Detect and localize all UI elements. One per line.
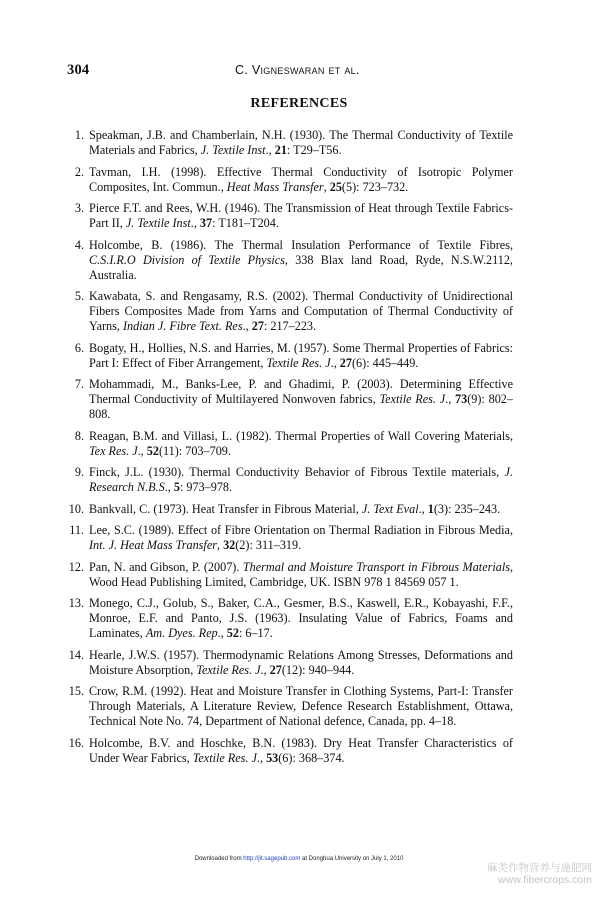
reference-number: 15. bbox=[68, 684, 84, 698]
reference-item bbox=[67, 341, 513, 371]
reference-item bbox=[67, 736, 513, 766]
reference-item bbox=[67, 377, 513, 422]
reference-number: 8. bbox=[74, 428, 84, 443]
reference-item bbox=[67, 165, 513, 195]
reference-item bbox=[67, 289, 513, 334]
reference-item bbox=[67, 502, 513, 517]
reference-text: Mohammadi, M., Banks-Lee, P. and Ghadimi, P. (2003). Determining Effective Thermal Conductivity of Multilayered Nonwoven fabrics, Textile Res. J., 73(9): 802–808. bbox=[89, 377, 513, 421]
reference-number: 5. bbox=[74, 289, 84, 303]
reference-number: 9. bbox=[74, 465, 84, 479]
reference-number: 11. bbox=[69, 523, 84, 537]
reference-number: 12. bbox=[68, 559, 84, 574]
reference-number: 3. bbox=[74, 201, 84, 215]
reference-item bbox=[67, 596, 513, 641]
reference-text: Kawabata, S. and Rengasamy, R.S. (2002). Thermal Conductivity of Unidirectional Fibers Composites Made from Yarns and Computation of Thermal Conductivity of Yarns, Indian J. Fibre Text. Res., 27: 217–223. bbox=[89, 289, 513, 333]
reference-text: Lee, S.C. (1989). Effect of Fibre Orientation on Thermal Radiation in Fibrous Media, Int. J. Heat Mass Transfer, 32(2): 311–319. bbox=[89, 523, 513, 552]
reference-item bbox=[67, 560, 513, 590]
reference-item bbox=[67, 684, 513, 729]
reference-item bbox=[67, 523, 513, 553]
reference-text: Speakman, J.B. and Chamberlain, N.H. (1930). The Thermal Conductivity of Textile Materials and Fabrics, J. Textile Inst., 21: T29–T56. bbox=[89, 128, 513, 157]
reference-item bbox=[67, 465, 513, 495]
reference-list bbox=[67, 128, 513, 772]
watermark-line-1: 麻类作物营养与施肥网 bbox=[487, 862, 592, 874]
reference-item bbox=[67, 648, 513, 678]
reference-text: Pan, N. and Gibson, P. (2007). Thermal and Moisture Transport in Fibrous Materials, Wood Head Publishing Limited, Cambridge, UK. ISBN 978 1 84569 057 1. bbox=[89, 559, 513, 589]
reference-text: Finck, J.L. (1930). Thermal Conductivity Behavior of Fibrous Textile materials, J. Research N.B.S., 5: 973–978. bbox=[89, 465, 513, 494]
reference-item bbox=[67, 201, 513, 231]
reference-text: Holcombe, B. (1986). The Thermal Insulation Performance of Textile Fibres, C.S.I.R.O Division of Textile Physics, 338 Blax land Road, Ryde, N.S.W.2112, Australia. bbox=[89, 237, 513, 282]
reference-number: 10. bbox=[68, 501, 84, 516]
reference-number: 13. bbox=[68, 596, 84, 610]
watermark-line-2: www.fibercrops.com bbox=[498, 874, 592, 886]
reference-number: 2. bbox=[74, 164, 84, 179]
reference-number: 16. bbox=[68, 735, 84, 750]
references-heading: REFERENCES bbox=[250, 96, 348, 111]
footer-prefix: Downloaded from bbox=[194, 856, 244, 862]
reference-item bbox=[67, 128, 513, 158]
reference-text: Monego, C.J., Golub, S., Baker, C.A., Gesmer, B.S., Kaswell, E.R., Kobayashi, F.F., Monroe, E.F. and Panto, J.S. (1963). Insulating Value of Fabrics, Foams and Laminates, Am. Dyes. Rep., 52: 6–17. bbox=[89, 596, 513, 640]
reference-number: 1. bbox=[74, 128, 84, 142]
running-head: C. Vigneswaran et al. bbox=[235, 63, 360, 77]
reference-text: Crow, R.M. (1992). Heat and Moisture Transfer in Clothing Systems, Part-I: Transfer Through Materials, A Literature Review, Defence Research Establishment, Ottawa, Technical Note No. 74, Department of National defence, Canada, pp. 4–18. bbox=[89, 684, 513, 728]
reference-text: Bogaty, H., Hollies, N.S. and Harries, M. (1957). Some Thermal Properties of Fabrics: Part I: Effect of Fiber Arrangement, Textile Res. J., 27(6): 445–449. bbox=[89, 340, 513, 370]
reference-item bbox=[67, 429, 513, 459]
reference-number: 6. bbox=[74, 340, 84, 355]
footer-link[interactable]: http://jit.sagepub.com bbox=[243, 856, 301, 862]
reference-number: 7. bbox=[74, 377, 84, 391]
site-watermark bbox=[487, 862, 592, 886]
reference-text: Hearle, J.W.S. (1957). Thermodynamic Relations Among Stresses, Deformations and Moisture Absorption, Textile Res. J., 27(12): 940–944. bbox=[89, 647, 513, 677]
reference-number: 14. bbox=[68, 647, 84, 662]
reference-text: Bankvall, C. (1973). Heat Transfer in Fibrous Material, J. Text Eval., 1(3): 235–243. bbox=[89, 501, 501, 516]
reference-text: Pierce F.T. and Rees, W.H. (1946). The Transmission of Heat through Textile Fabrics- Part II, J. Textile Inst., 37: T181–T204. bbox=[89, 201, 513, 230]
page-header bbox=[67, 62, 513, 80]
reference-number: 4. bbox=[74, 237, 84, 252]
reference-text: Tavman, I.H. (1998). Effective Thermal Conductivity of Isotropic Polymer Composites, Int. Commun., Heat Mass Transfer, 25(5): 723–732. bbox=[89, 164, 513, 194]
footer-suffix: at Donghua University on July 1, 2010 bbox=[300, 856, 404, 862]
page-number: 304 bbox=[67, 62, 90, 78]
reference-item bbox=[67, 238, 513, 283]
reference-text: Reagan, B.M. and Villasi, L. (1982). Thermal Properties of Wall Covering Materials, Tex Res. J., 52(11): 703–709. bbox=[89, 428, 513, 458]
reference-text: Holcombe, B.V. and Hoschke, B.N. (1983). Dry Heat Transfer Characteristics of Under Wear Fabrics, Textile Res. J., 53(6): 368–374. bbox=[89, 735, 513, 765]
